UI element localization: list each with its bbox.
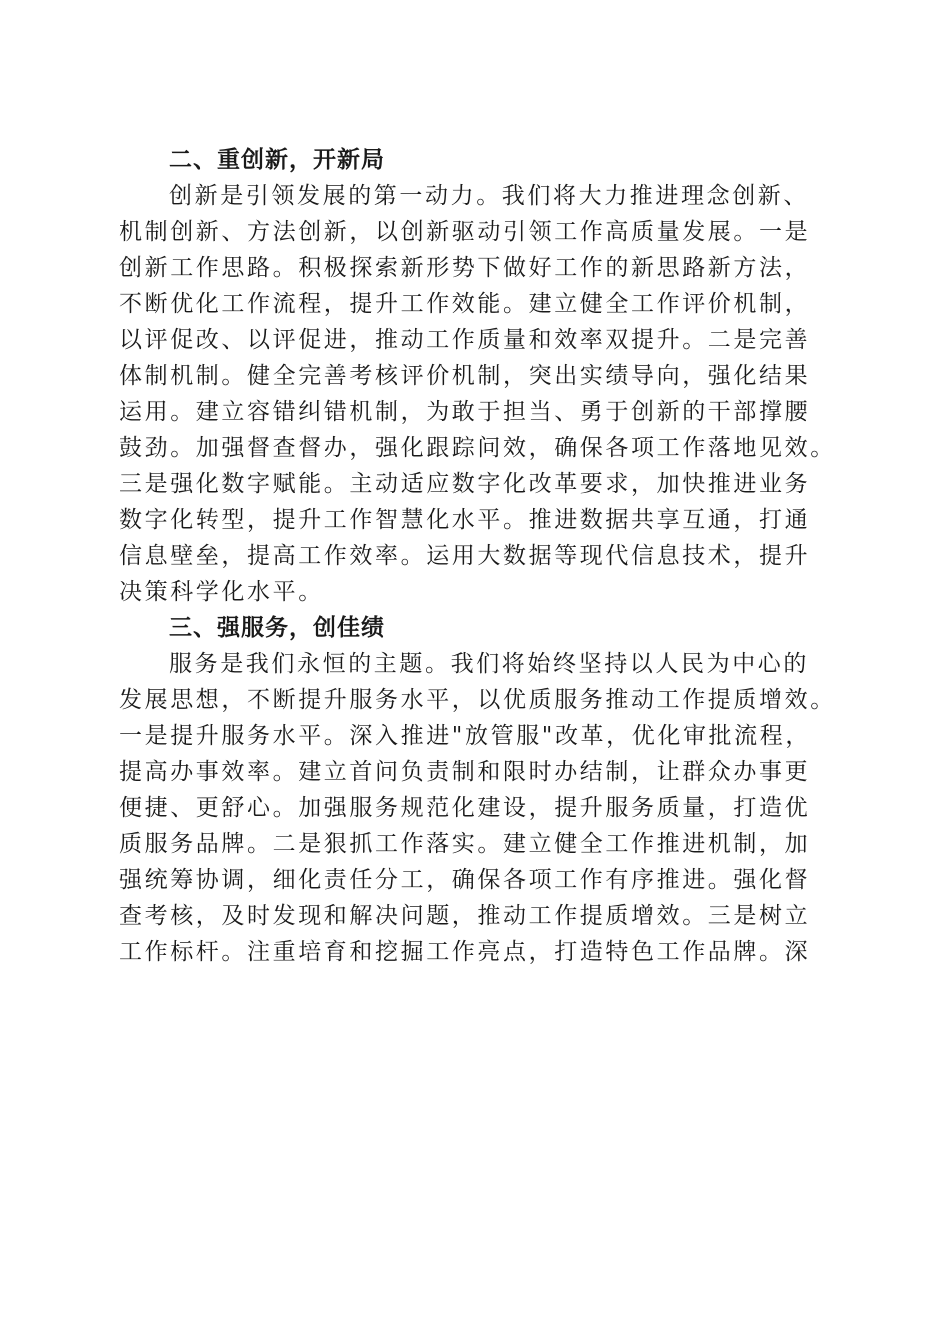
section-heading-service: 三、强服务，创佳绩: [169, 615, 385, 641]
document-body: [119, 142, 836, 970]
text-line: 运用。建立容错纠错机制，为敢于担当、勇于创新的干部撑腰: [119, 399, 811, 425]
text-line: 信息壁垒，提高工作效率。运用大数据等现代信息技术，提升: [119, 543, 811, 569]
text-line: 强统筹协调，细化责任分工，确保各项工作有序推进。强化督: [119, 867, 811, 893]
text-line: 创新是引领发展的第一动力。我们将大力推进理念创新、: [169, 183, 809, 209]
text-line: 以评促改、以评促进，推动工作质量和效率双提升。二是完善: [119, 327, 811, 353]
text-line: 不断优化工作流程，提升工作效能。建立健全工作评价机制，: [119, 291, 811, 317]
text-line: 鼓劲。加强督查督办，强化跟踪问效，确保各项工作落地见效。: [119, 435, 836, 461]
text-line: 决策科学化水平。: [119, 579, 324, 605]
text-line: 查考核，及时发现和解决问题，推动工作提质增效。三是树立: [119, 903, 811, 929]
text-line: 提高办事效率。建立首问负责制和限时办结制，让群众办事更: [119, 759, 811, 785]
text-line: 工作标杆。注重培育和挖掘工作亮点，打造特色工作品牌。深: [119, 939, 811, 965]
text-line: 创新工作思路。积极探索新形势下做好工作的新思路新方法，: [119, 255, 811, 281]
text-line: 机制创新、方法创新，以创新驱动引领工作高质量发展。一是: [119, 219, 811, 245]
text-line: 发展思想，不断提升服务水平，以优质服务推动工作提质增效。: [119, 687, 836, 713]
text-line: 数字化转型，提升工作智慧化水平。推进数据共享互通，打通: [119, 507, 811, 533]
paragraph-innovation: [119, 178, 836, 610]
text-line: 服务是我们永恒的主题。我们将始终坚持以人民为中心的: [169, 651, 809, 677]
text-line: 一是提升服务水平。深入推进"放管服"改革，优化审批流程，: [119, 723, 811, 749]
text-line: 质服务品牌。二是狠抓工作落实。建立健全工作推进机制，加: [119, 831, 811, 857]
text-line: 三是强化数字赋能。主动适应数字化改革要求，加快推进业务: [119, 471, 811, 497]
section-heading-innovation: 二、重创新，开新局: [169, 147, 385, 173]
text-line: 便捷、更舒心。加强服务规范化建设，提升服务质量，打造优: [119, 795, 811, 821]
paragraph-service: [119, 646, 836, 970]
text-line: 体制机制。健全完善考核评价机制，突出实绩导向，强化结果: [119, 363, 811, 389]
